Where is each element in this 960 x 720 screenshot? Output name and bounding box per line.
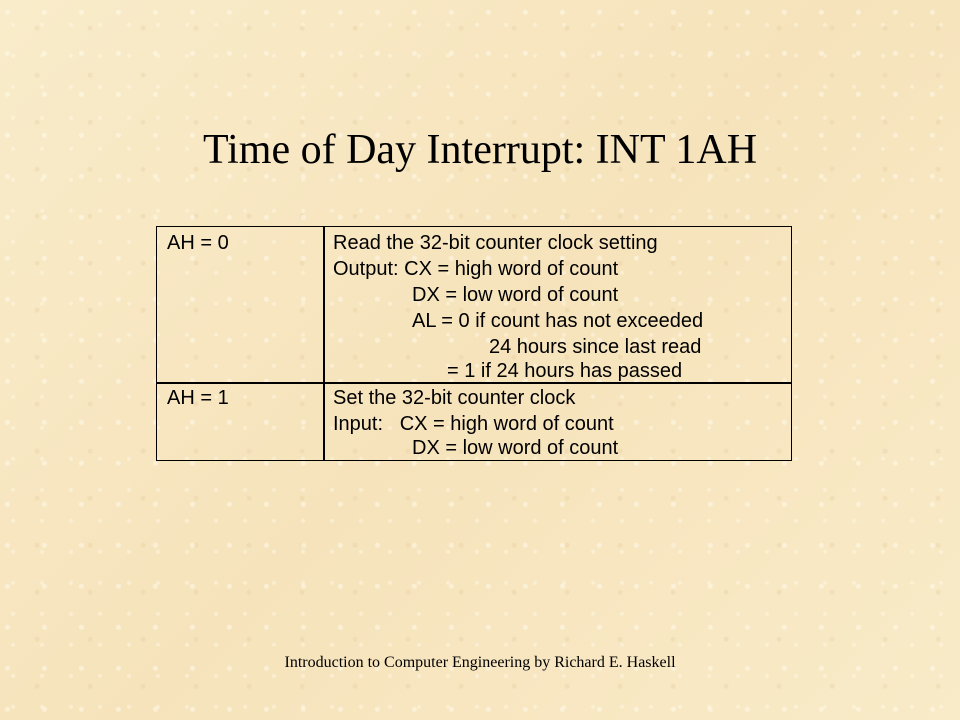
- row-1-line-6: = 1 if 24 hours has passed: [447, 360, 683, 382]
- interrupt-table: [156, 226, 792, 461]
- row-divider: [157, 382, 791, 384]
- row-1-line-4: AL = 0 if count has not exceeded: [412, 310, 704, 332]
- row-1-line-3: DX = low word of count: [412, 284, 619, 306]
- row-1-line-5: 24 hours since last read: [489, 336, 702, 358]
- row-1-line-2: Output: CX = high word of count: [333, 258, 619, 280]
- slide-title: Time of Day Interrupt: INT 1AH: [202, 127, 758, 173]
- row-2-line-1: Set the 32-bit counter clock: [333, 387, 576, 409]
- column-divider: [323, 227, 325, 460]
- row-2-line-2: Input: CX = high word of count: [333, 413, 614, 435]
- row-2-key: AH = 1: [167, 387, 229, 409]
- row-1-line-1: Read the 32-bit counter clock setting: [333, 232, 658, 254]
- row-2-line-3: DX = low word of count: [412, 437, 619, 459]
- slide-footer: Introduction to Computer Engineering by Richard E. Haskell: [284, 654, 676, 671]
- row-1-key: AH = 0: [167, 232, 229, 254]
